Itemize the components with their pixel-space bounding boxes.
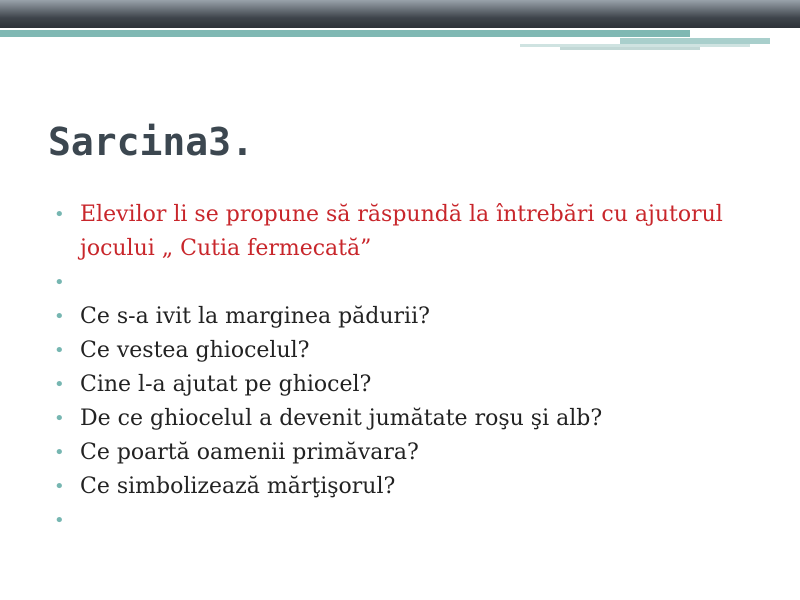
accent-line-1 (0, 30, 690, 37)
list-item (54, 300, 774, 334)
header-bar (0, 0, 800, 28)
list-item-text: Ce vestea ghiocelul? (80, 338, 310, 363)
bullet-list (54, 198, 774, 538)
list-item (54, 470, 774, 504)
bullet-icon: • (54, 510, 65, 531)
list-item (54, 266, 774, 300)
bullet-icon: • (54, 408, 65, 429)
list-item-text: Ce poartă oamenii primăvara? (80, 440, 419, 465)
list-item-text: Elevilor li se propune să răspundă la întrebări cu ajutorul jocului „ Cutia fermecată” (80, 202, 723, 261)
bullet-icon: • (54, 340, 65, 361)
list-item-text: De ce ghiocelul a devenit jumătate roşu şi alb? (80, 406, 603, 431)
list-item-text: Ce s-a ivit la marginea pădurii? (80, 304, 430, 329)
list-item-text: Cine l-a ajutat pe ghiocel? (80, 372, 372, 397)
bullet-icon: • (54, 272, 65, 293)
list-item (54, 436, 774, 470)
list-item (54, 198, 774, 266)
list-item (54, 504, 774, 538)
bullet-icon: • (54, 306, 65, 327)
list-item (54, 402, 774, 436)
list-item (54, 334, 774, 368)
list-item (54, 368, 774, 402)
bullet-icon: • (54, 204, 65, 225)
bullet-icon: • (54, 476, 65, 497)
list-item-text: Ce simbolizează mărţişorul? (80, 474, 396, 499)
slide-title: Sarcina3. (48, 120, 254, 164)
bullet-icon: • (54, 442, 65, 463)
accent-line-4 (560, 47, 700, 50)
bullet-icon: • (54, 374, 65, 395)
